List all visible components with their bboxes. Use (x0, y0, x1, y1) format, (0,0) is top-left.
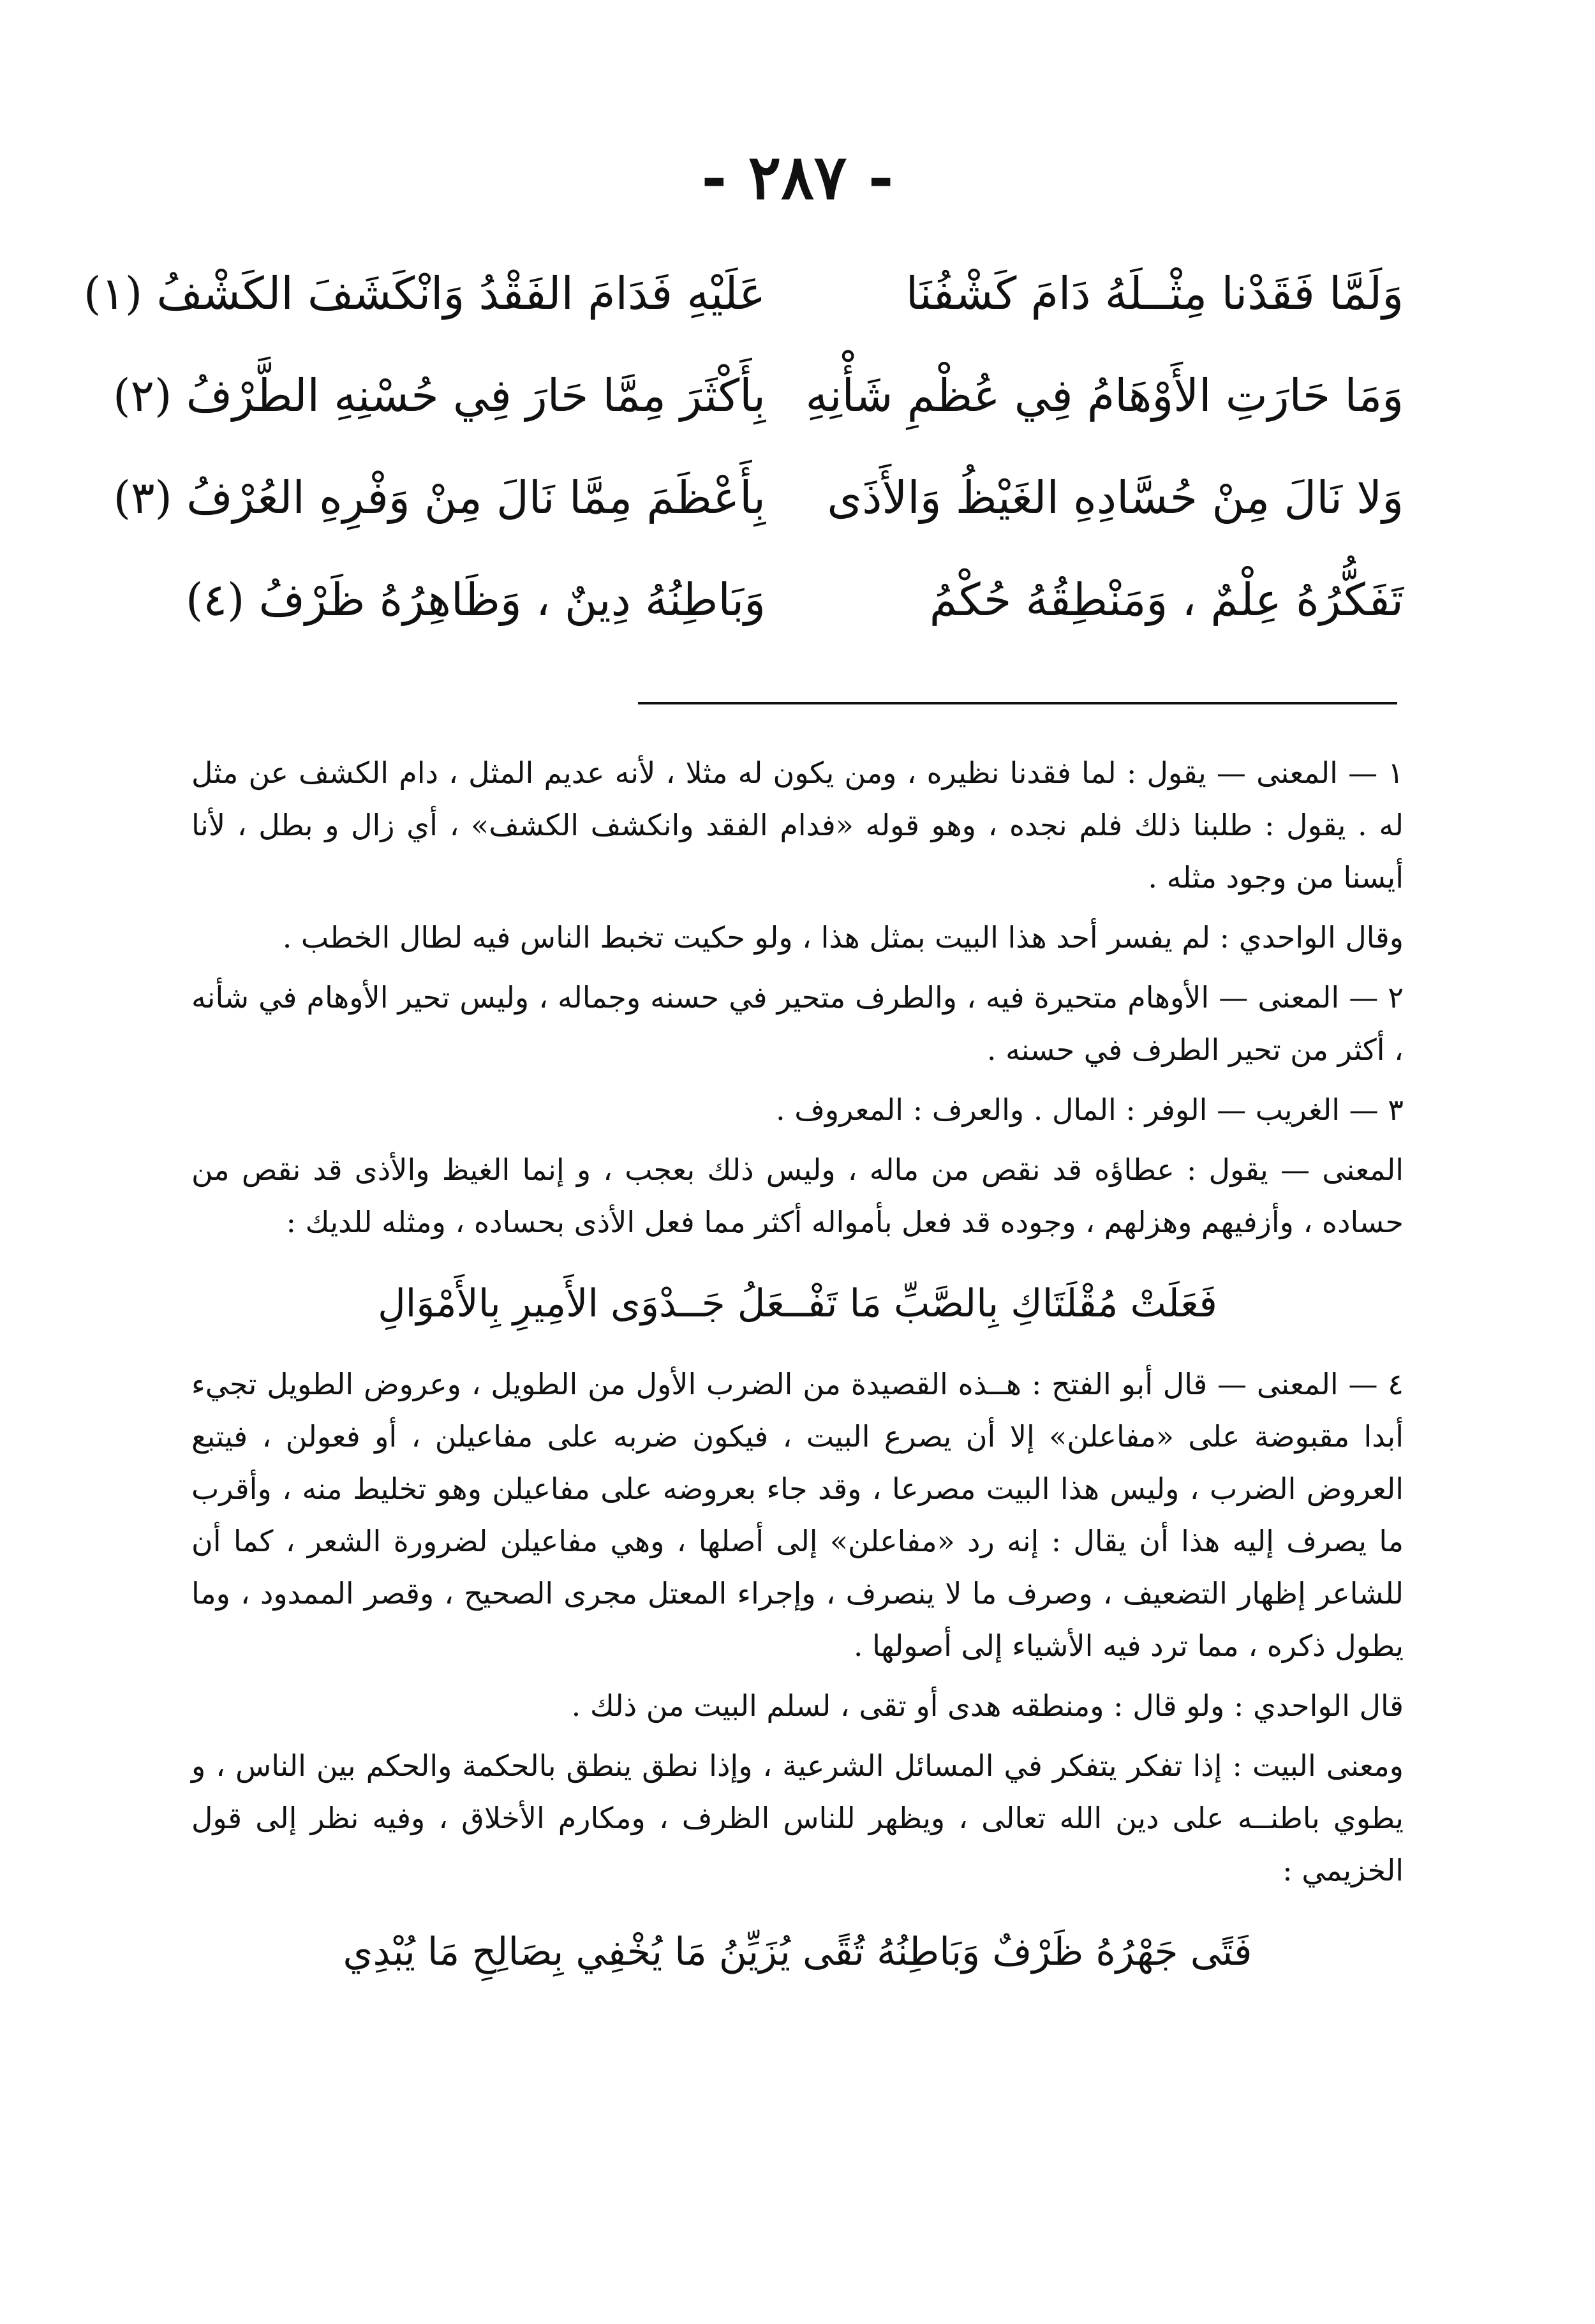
commentary (191, 747, 1404, 2006)
commentary-paragraph: ٤ — المعنى — قال أبو الفتح : هــذه القصيدة من الضرب الأول من الطويل ، وعروض الطويل تجيء أبدا مقبوضة على «مفاعلن» إلا أن يصرع البيت ، فيكون ضربه على مفاعيلن ، أو فعولن ، فيتبع العروض الضرب ، وليس هذا البيت مصرعا ، وقد جاء بعروضه على مفاعيلن وهو تخليط منه ، وأقرب ما يصرف إليه هذا أن يقال : إنه رد «مفاعلن» إلى أصلها ، وهي مفاعيلن لضرورة الشعر ، كما أن للشاعر إظهار التضعيف ، وصرف ما لا ينصرف ، وإجراء المعتل مجرى الصحيح ، وقصر الممدود ، وما يطول ذكره ، مما ترد فيه الأشياء إلى أصولها . (191, 1367, 1404, 1663)
commentary-paragraph: ٢ — المعنى — الأوهام متحيرة فيه ، والطرف متحير في حسنه وجماله ، وليس تحير الأوهام في شأنه ، أكثر من تحير الطرف في حسنه . (191, 980, 1404, 1067)
commentary-paragraph: وقال الواحدي : لم يفسر أحد هذا البيت بمثل هذا ، ولو حكيت تخبط الناس فيه لطال الخطب . (282, 920, 1404, 955)
verse-second-hemistich: بِأَعْظَمَ مِمَّا نَالَ مِنْ وَفْرِهِ العُرْفُ (٣) (113, 472, 766, 524)
quoted-verse: فَعَلَتْ مُقْلَتَاكِ بِالصَّبِّ مَا تَفْــعَلُ جَــدْوَى الأَمِيرِ بِالأَمْوَالِ (378, 1281, 1217, 1326)
verse-second-hemistich: بِأَكْثَرَ مِمَّا حَارَ فِي حُسْنِهِ الطَّرْفُ (٢) (113, 369, 766, 422)
verse-line (186, 549, 1404, 651)
verse-first-hemistich: وَلَمَّا فَقَدْنا مِثْــلَهُ دَامَ كَشْفُنَا (905, 267, 1404, 320)
verse-line (83, 242, 1404, 345)
verse-second-hemistich: وَبَاطِنُهُ دِينٌ ، وَظَاهِرُهُ ظَرْفُ (٤) (186, 574, 766, 626)
footnote-divider (638, 702, 1397, 704)
commentary-paragraph: ٣ — الغريب — الوفر : المال . والعرف : المعروف . (775, 1092, 1404, 1127)
quoted-verse: فَتًى جَهْرُهُ ظَرْفٌ وَبَاطِنُهُ تُقًى يُزَيِّنُ مَا يُخْفِي بِصَالِحِ مَا يُبْدِي (343, 1930, 1252, 1974)
page-number: - ٢٨٧ - (701, 141, 894, 213)
verse-line (113, 345, 1404, 447)
verse-first-hemistich: وَمَا حَارَتِ الأَوْهَامُ فِي عُظْمِ شَأْنِهِ (805, 369, 1404, 422)
commentary-paragraph: ومعنى البيت : إذا تفكر يتفكر في المسائل الشرعية ، وإذا نطق ينطق بالحكمة والحكم بين الناس ، و يطوي باطنــه على دين الله تعالى ، ويظهر للناس الظرف ، ومكارم الأخلاق ، وفيه نظر إلى قول الخزيمي : (191, 1748, 1404, 1888)
verse-first-hemistich: تَفَكُّرُهُ عِلْمٌ ، وَمَنْطِقُهُ حُكْمُ (929, 574, 1404, 626)
poem (83, 242, 1404, 651)
commentary-paragraph: قال الواحدي : ولو قال : ومنطقه هدى أو تقى ، لسلم البيت من ذلك . (571, 1688, 1404, 1723)
verse-second-hemistich: عَلَيْهِ فَدَامَ الفَقْدُ وَانْكَشَفَ الكَشْفُ (١) (83, 267, 766, 320)
verse-first-hemistich: وَلا نَالَ مِنْ حُسَّادِهِ الغَيْظُ وَالأَذَى (827, 472, 1404, 524)
commentary-paragraph: المعنى — يقول : عطاؤه قد نقص من ماله ، وليس ذلك بعجب ، و إنما الغيظ والأذى قد نقص من حساده ، وأزفيهم وهزلهم ، وجوده قد فعل بأمواله أكثر مما فعل الأذى بحساده ، ومثله للديك : (191, 1152, 1404, 1239)
verse-line (113, 447, 1404, 549)
commentary-paragraph: ١ — المعنى — يقول : لما فقدنا نظيره ، ومن يكون له مثلا ، لأنه عديم المثل ، دام الكشف عن مثل له . يقول : طلبنا ذلك فلم نجده ، وهو قوله «فدام الفقد وانكشف الكشف» ، أي زال و بطل ، لأنا أيسنا من وجود مثله . (191, 756, 1404, 895)
